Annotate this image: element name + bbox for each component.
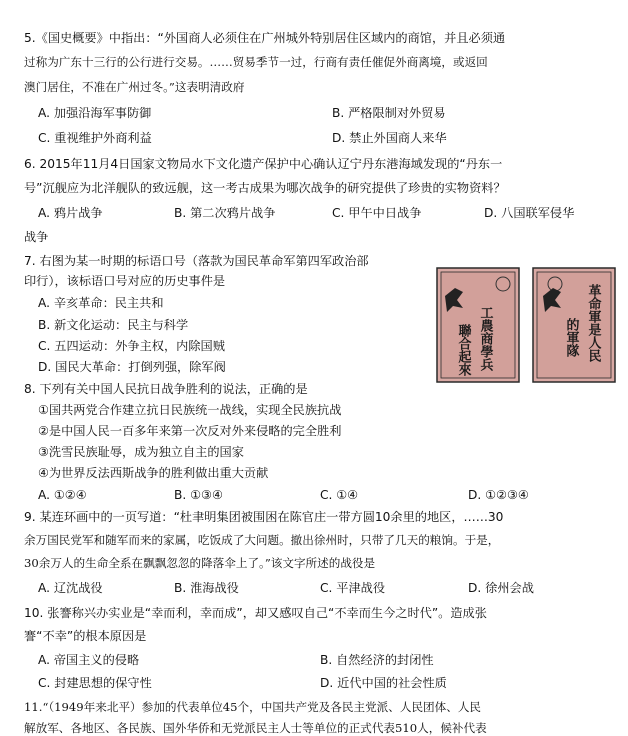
poster-left-slogan-1: 工農商學兵 <box>477 306 493 371</box>
q7-option-d: D. 国民大革命：打倒列强，除军阀 <box>38 360 226 374</box>
q5-stem-line-3: 澳门居住，不准在广州过冬。”这表明清政府 <box>24 80 245 94</box>
q7-stem-line-2: 印行），该标语口号对应的历史事件是 <box>24 274 226 288</box>
q6-stem-line-2: 号”沉舰应为北洋舰队的致远舰，这一考古成果为哪次战争的研究提供了珍贵的实物资料？ <box>24 181 506 195</box>
q5-option-b: B. 严格限制对外贸易 <box>332 106 446 120</box>
q8-item-4: ④为世界反法西斯战争的胜利做出重大贡献 <box>38 466 269 480</box>
q5-option-c: C. 重视维护外商利益 <box>38 131 152 145</box>
q10-option-c: C. 封建思想的保守性 <box>38 676 152 690</box>
q8-option-a: A. ①②④ <box>38 488 87 502</box>
q9-option-c: C. 平津战役 <box>320 581 386 595</box>
q5-stem-line-1: 5.《国史概要》中指出：“外国商人必须住在广州城外特别居住区域内的商馆，并且必须通 <box>24 31 506 45</box>
q9-option-d: D. 徐州会战 <box>468 581 534 595</box>
q10-stem-line-2: 謇“不幸”的根本原因是 <box>24 629 147 643</box>
q8-item-2: ②是中国人民一百多年来第一次反对外来侵略的完全胜利 <box>38 424 342 438</box>
q6-option-c: C. 甲午中日战争 <box>332 206 422 220</box>
q9-stem-line-2: 余万国民党军和随军而来的家属，吃饭成了大问题。撤出徐州时，只带了几天的粮饷。于是， <box>24 533 500 547</box>
q10-stem-line-1: 10. 张謇称兴办实业是“幸而利，幸而成”，却又感叹自己“不幸而生今之时代”。造成张 <box>24 606 487 620</box>
poster-right-slogan-2: 的軍隊 <box>563 318 579 357</box>
q8-item-3: ③洗雪民族耻辱，成为独立自主的国家 <box>38 445 244 459</box>
q6-option-b: B. 第二次鸦片战争 <box>174 206 276 220</box>
slogan-posters-image <box>433 262 619 388</box>
q8-option-d: D. ①②③④ <box>468 488 529 502</box>
q9-option-b: B. 淮海战役 <box>174 581 239 595</box>
slogan-posters-svg <box>433 262 619 388</box>
q7-option-b: B. 新文化运动：民主与科学 <box>38 318 189 332</box>
poster-left-slogan-2: 聯合起來 <box>455 324 471 376</box>
q8-option-c: C. ①④ <box>320 488 359 502</box>
q11-stem-line-2: 解放军、各地区、各民族、国外华侨和无党派民主人士等单位的正式代表510人，候补代表 <box>24 721 487 735</box>
q9-stem-line-1: 9. 某连环画中的一页写道：“杜聿明集团被围困在陈官庄一带方圆10余里的地区，……30 <box>24 510 504 524</box>
q9-stem-line-3: 30余万人的生命全系在飘飘忽忽的降落伞上了。”该文字所述的战役是 <box>24 556 376 570</box>
q7-option-c: C. 五四运动：外争主权，内除国贼 <box>38 339 225 353</box>
q10-option-a: A. 帝国主义的侵略 <box>38 653 140 667</box>
poster-right-slogan-1: 革命軍是人民 <box>585 284 601 362</box>
q7-option-a: A. 辛亥革命：民主共和 <box>38 296 164 310</box>
q7-stem-line-1: 7. 右图为某一时期的标语口号（落款为国民革命军第四军政治部 <box>24 254 369 268</box>
q9-option-a: A. 辽沈战役 <box>38 581 103 595</box>
q8-item-1: ①国共两党合作建立抗日民族统一战线，实现全民族抗战 <box>38 403 342 417</box>
q5-option-a: A. 加强沿海军事防御 <box>38 106 152 120</box>
q6-stem-line-1: 6. 2015年11月4日国家文物局水下文化遗产保护中心确认辽宁丹东港海域发现的“丹东一 <box>24 157 503 171</box>
q8-stem: 8. 下列有关中国人民抗日战争胜利的说法，正确的是 <box>24 382 308 396</box>
q10-option-b: B. 自然经济的封闭性 <box>320 653 434 667</box>
q6-option-d: D. 八国联军侵华 <box>484 206 575 220</box>
poster-right <box>533 268 615 382</box>
q11-stem-line-1: 11.“（1949年来北平）参加的代表单位45个，中国共产党及各民主党派、人民团体、人民 <box>24 700 482 714</box>
q8-option-b: B. ①③④ <box>174 488 223 502</box>
poster-left <box>437 268 519 382</box>
q5-option-d: D. 禁止外国商人来华 <box>332 131 447 145</box>
q5-stem-line-2: 过称为广东十三行的公行进行交易。……贸易季节一过，行商有责任催促外商离境，或返回 <box>24 55 488 69</box>
q6-option-d-wrap: 战争 <box>24 230 49 244</box>
q10-option-d: D. 近代中国的社会性质 <box>320 676 447 690</box>
q6-option-a: A. 鸦片战争 <box>38 206 103 220</box>
